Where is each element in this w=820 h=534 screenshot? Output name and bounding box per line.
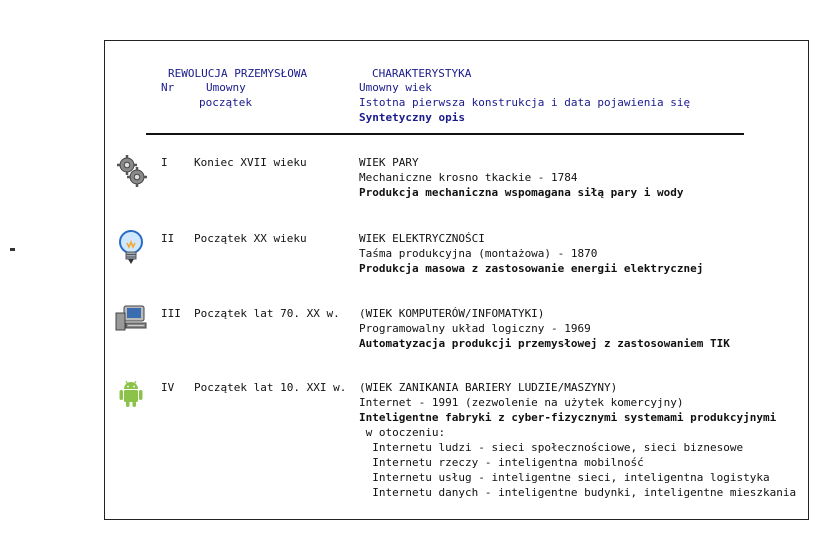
row-3-invention: Programowalny układ logiczny - 1969 <box>359 322 591 335</box>
android-robot-icon <box>118 379 144 412</box>
header-nr: Nr <box>161 81 175 94</box>
gears-icon <box>116 154 148 191</box>
header-col2-title: CHARAKTERYSTYKA <box>372 67 472 80</box>
header-divider <box>146 133 744 135</box>
row-4-start: Początek lat 10. XXI w. <box>194 381 347 394</box>
row-1-age: WIEK PARY <box>359 156 419 169</box>
row-2-summary: Produkcja masowa z zastosowanie energii elektrycznej <box>359 262 704 275</box>
lightbulb-icon <box>118 229 144 270</box>
row-3-age: (WIEK KOMPUTERÓW/INFOMATYKI) <box>359 307 545 320</box>
row-4-age: (WIEK ZANIKANIA BARIERY LUDZIE/MASZYNY) <box>359 381 618 394</box>
row-2-invention: Taśma produkcyjna (montażowa) - 1870 <box>359 247 598 260</box>
header-umowny: Umowny <box>206 81 246 94</box>
row-1-summary: Produkcja mechaniczna wspomagana siłą pary i wody <box>359 186 684 199</box>
row-1-invention: Mechaniczne krosno tkackie - 1784 <box>359 171 578 184</box>
stray-mark <box>10 248 15 251</box>
header-col1-title: REWOLUCJA PRZEMYSŁOWA <box>168 67 308 80</box>
row-4-extra-line: Internetu usług - inteligentne sieci, inteligentna logistyka <box>359 471 770 484</box>
row-3-start: Początek lat 70. XX w. <box>194 307 340 320</box>
row-4-extra-line: Internetu danych - inteligentne budynki, inteligentne mieszkania <box>359 486 797 499</box>
row-2-age: WIEK ELEKTRYCZNOŚCI <box>359 232 485 245</box>
header-line3: Syntetyczny opis <box>359 111 465 124</box>
header-line1: Umowny wiek <box>359 81 432 94</box>
row-4-extra-line: Internetu ludzi - sieci społecznościowe, sieci biznesowe <box>359 441 744 454</box>
row-4-extra-line: w otoczeniu: <box>359 426 446 439</box>
row-1-start: Koniec XVII wieku <box>194 156 307 169</box>
row-3-nr: III <box>161 307 181 320</box>
row-1-nr: I <box>161 156 168 169</box>
row-4-invention: Internet - 1991 (zezwolenie na użytek komercyjny) <box>359 396 684 409</box>
row-4-extra-line: Internetu rzeczy - inteligentna mobilność <box>359 456 644 469</box>
row-3-summary: Automatyzacja produkcji przemysłowej z zastosowaniem TIK <box>359 337 730 350</box>
row-2-start: Początek XX wieku <box>194 232 307 245</box>
computer-icon <box>114 305 148 336</box>
row-4-nr: IV <box>161 381 175 394</box>
header-poczatek: początek <box>199 96 252 109</box>
row-2-nr: II <box>161 232 175 245</box>
header-line2: Istotna pierwsza konstrukcja i data pojawienia się <box>359 96 691 109</box>
row-4-summary: Inteligentne fabryki z cyber-fizycznymi systemami produkcyjnymi <box>359 411 777 424</box>
